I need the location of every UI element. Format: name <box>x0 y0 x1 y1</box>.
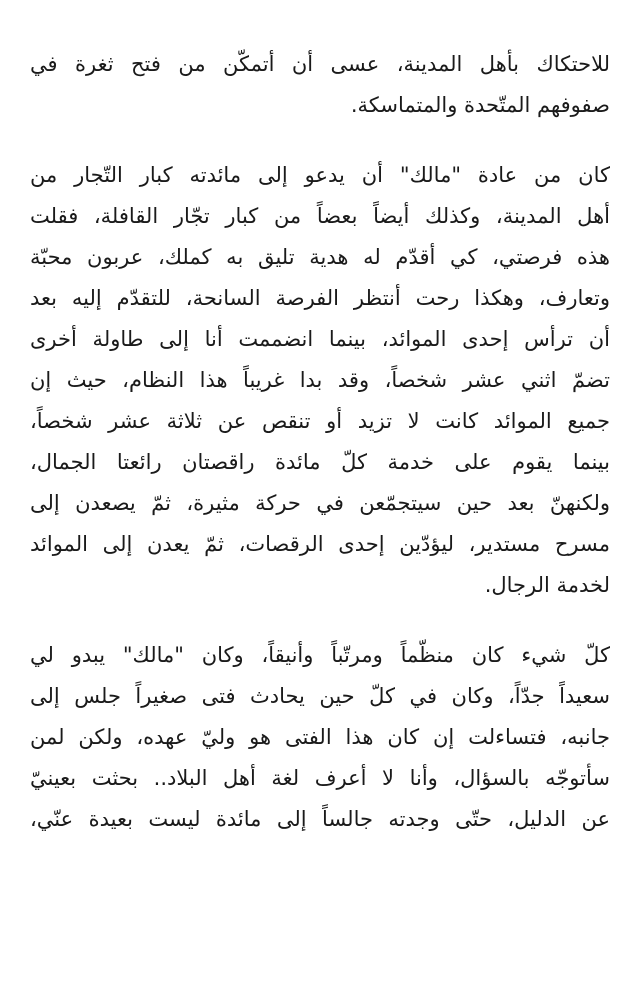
text-line: سأتوجّه بالسؤال، وأنا لا أعرف لغة أهل البلاد.. بحثت بعينيّ <box>30 766 610 790</box>
text-line: كلّ شيء كان منظّماً ومرتّباً وأنيقاً، وكان "مالك" يبدو لي <box>30 643 610 667</box>
paragraph-3 <box>30 635 610 840</box>
text-line: وتعارف، وهكذا رحت أنتظر الفرصة السانحة، للتقدّم إليه بعد <box>30 286 610 310</box>
text-line: جميع الموائد كانت لا تزيد أو تنقص عن ثلاثة عشر شخصاً، <box>30 409 610 433</box>
text-line: بينما يقوم على خدمة كلّ مائدة راقصتان رائعتا الجمال، <box>30 450 610 474</box>
paragraph-1 <box>30 44 610 126</box>
text-line: صفوفهم المتّحدة والمتماسكة. <box>350 93 610 117</box>
text-line: ولكنهنّ بعد حين سيتجمّعن في حركة مثيرة، ثمّ يصعدن إلى <box>30 491 610 515</box>
text-line: جانبه، فتساءلت إن كان هذا الفتى هو وليّ عهده، ولكن لمن <box>30 725 610 749</box>
text-line: عن الدليل، حتّى وجدته جالساً إلى مائدة ليست بعيدة عنّي، <box>30 807 610 831</box>
text-line: تضمّ اثني عشر شخصاً، وقد بدا غريباً هذا النظام، حيث إن <box>30 368 610 392</box>
text-line: مسرح مستدير، ليؤدّين إحدى الرقصات، ثمّ يعدن إلى الموائد <box>30 532 610 556</box>
text-line: كان من عادة "مالك" أن يدعو إلى مائدته كبار التّجار من <box>30 163 610 187</box>
text-line: لخدمة الرجال. <box>484 573 610 597</box>
text-line: للاحتكاك بأهل المدينة، عسى أن أتمكّن من فتح ثغرة في <box>30 52 610 76</box>
paragraph-2 <box>30 155 610 606</box>
text-line: أهل المدينة، وكذلك أيضاً بعضاً من كبار تجّار القافلة، فقلت <box>30 204 610 228</box>
text-line: أن ترأس إحدى الموائد، بينما انضممت أنا إلى طاولة أخرى <box>30 327 610 351</box>
text-line: سعيداً جدّاً، وكان في كلّ حين يحادث فتى صغيراً جلس إلى <box>30 684 610 708</box>
text-line: هذه فرصتي، كي أقدّم له هدية تليق به كملك، عربون محبّة <box>30 245 610 269</box>
